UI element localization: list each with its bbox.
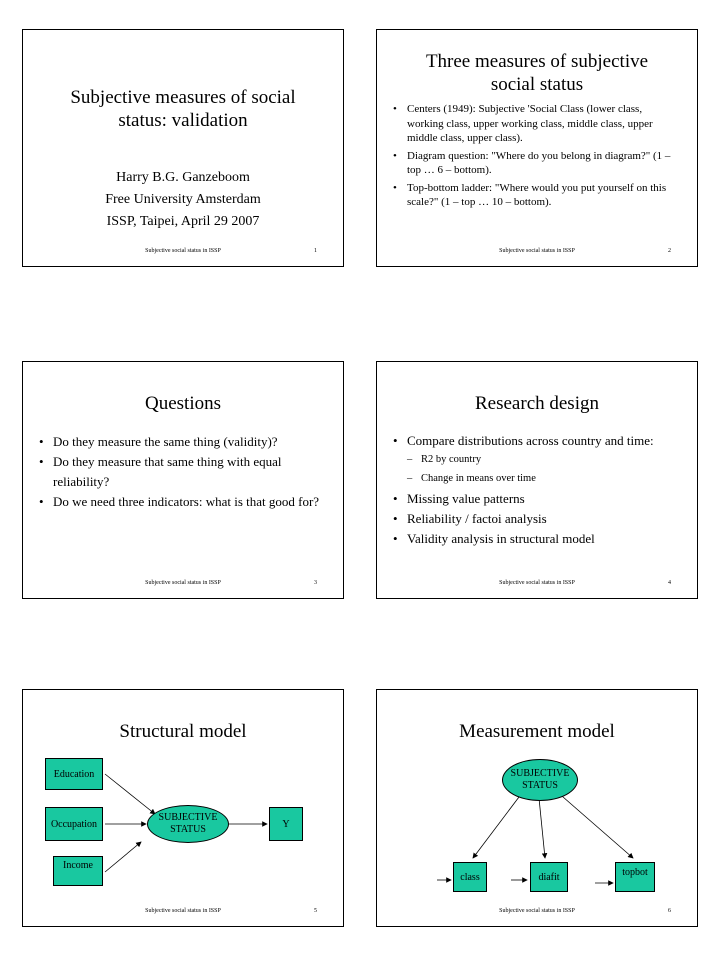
arrow-status-diafit	[539, 798, 545, 858]
node-subjective-status: SUBJECTIVE STATUS	[147, 805, 229, 843]
page-number: 6	[668, 908, 671, 914]
bullet-item: • Compare distributions across country and time:	[393, 432, 681, 450]
node-occupation: Occupation	[45, 807, 103, 841]
bullet-item: • Reliability / factoi analysis	[393, 510, 681, 528]
footer-text: Subjective social status in ISSP	[499, 908, 575, 914]
bullet-item: • Do they measure the same thing (validity)?	[39, 432, 321, 452]
arrow-status-class	[473, 793, 522, 858]
author: Harry B.G. Ganzeboom	[116, 170, 250, 185]
bullet-item: • Missing value patterns	[393, 490, 681, 508]
bullet-item: • Top-bottom ladder: "Where would you put yourself on this scale?" (1 – top … 10 – bottom).	[393, 181, 679, 210]
slide-footer	[377, 908, 697, 918]
slide-title: Three measures of subjective social status	[425, 51, 649, 95]
bullet-item: • Centers (1949): Subjective 'Social Class (lower class, working class, upper working class, middle class, upper middle class, upper class).	[393, 102, 679, 146]
slide-title: Questions	[145, 393, 221, 414]
slide-title: Research design	[475, 393, 599, 414]
node-subjective-status: SUBJECTIVE STATUS	[502, 759, 578, 801]
node-class: class	[453, 862, 487, 892]
page-number: 5	[314, 908, 317, 914]
node-income: Income	[53, 856, 103, 886]
slide-3	[22, 361, 344, 599]
bullet-item: • Diagram question: "Where do you belong in diagram?" (1 – top … 6 – bottom).	[393, 149, 679, 178]
page-number: 3	[314, 580, 317, 586]
bullet-item: • Do they measure that same thing with equal reliability?	[39, 452, 321, 492]
slide-footer	[23, 248, 343, 258]
arrow-status-topbot	[555, 790, 633, 858]
footer-text: Subjective social status in ISSP	[499, 580, 575, 586]
bullet-list	[393, 432, 681, 548]
event: ISSP, Taipei, April 29 2007	[106, 214, 260, 229]
sub-bullet-item: – R2 by country	[393, 452, 681, 467]
node-topbot: topbot	[615, 862, 655, 892]
footer-text: Subjective social status in ISSP	[145, 248, 221, 254]
diagram-arrows	[377, 690, 699, 928]
slide-title: Measurement model	[459, 721, 615, 742]
footer-text: Subjective social status in ISSP	[145, 580, 221, 586]
bullet-item: • Do we need three indicators: what is that good for?	[39, 492, 321, 512]
slide-footer	[23, 580, 343, 590]
slide-footer	[377, 248, 697, 258]
page-number: 2	[668, 248, 671, 254]
node-diafit: diafit	[530, 862, 568, 892]
slide-footer	[377, 580, 697, 590]
slide-footer	[23, 908, 343, 918]
slide-title: Structural model	[119, 721, 247, 742]
slide-title: Subjective measures of social status: validation	[70, 87, 296, 131]
footer-text: Subjective social status in ISSP	[499, 248, 575, 254]
bullet-list	[39, 432, 321, 512]
page-number: 4	[668, 580, 671, 586]
affiliation: Free University Amsterdam	[105, 192, 261, 207]
slide-4	[376, 361, 698, 599]
arrow-income-status	[105, 842, 141, 872]
bullet-item: • Validity analysis in structural model	[393, 530, 681, 548]
footer-text: Subjective social status in ISSP	[145, 908, 221, 914]
slide-1	[22, 29, 344, 267]
slide-2	[376, 29, 698, 267]
arrow-education-status	[105, 774, 155, 814]
sub-bullet-item: – Change in means over time	[393, 471, 681, 486]
bullet-list	[393, 102, 679, 210]
slide-5	[22, 689, 344, 927]
page-number: 1	[314, 248, 317, 254]
node-y: Y	[269, 807, 303, 841]
node-education: Education	[45, 758, 103, 790]
slide-6	[376, 689, 698, 927]
